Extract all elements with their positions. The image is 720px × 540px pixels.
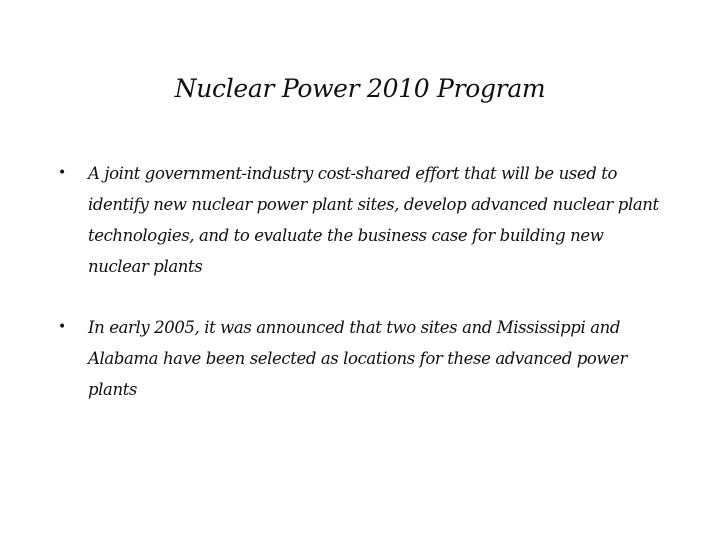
bullet-text: A joint government-industry cost-shared effort that will be used to identify new nuclear power plant sites, develop advanced nuclear plant technologies, and to evaluate the business case for building new nuclear plants	[88, 164, 659, 276]
bullet-marker: •	[58, 319, 66, 335]
bullet-list	[58, 158, 668, 405]
slide-title: Nuclear Power 2010 Program	[174, 74, 546, 103]
bullet-item	[58, 158, 668, 282]
bullet-text: In early 2005, it was announced that two sites and Mississippi and Alabama have been selected as locations for these advanced power plants	[88, 318, 627, 399]
bullet-marker: •	[58, 165, 66, 181]
bullet-item	[58, 312, 668, 405]
